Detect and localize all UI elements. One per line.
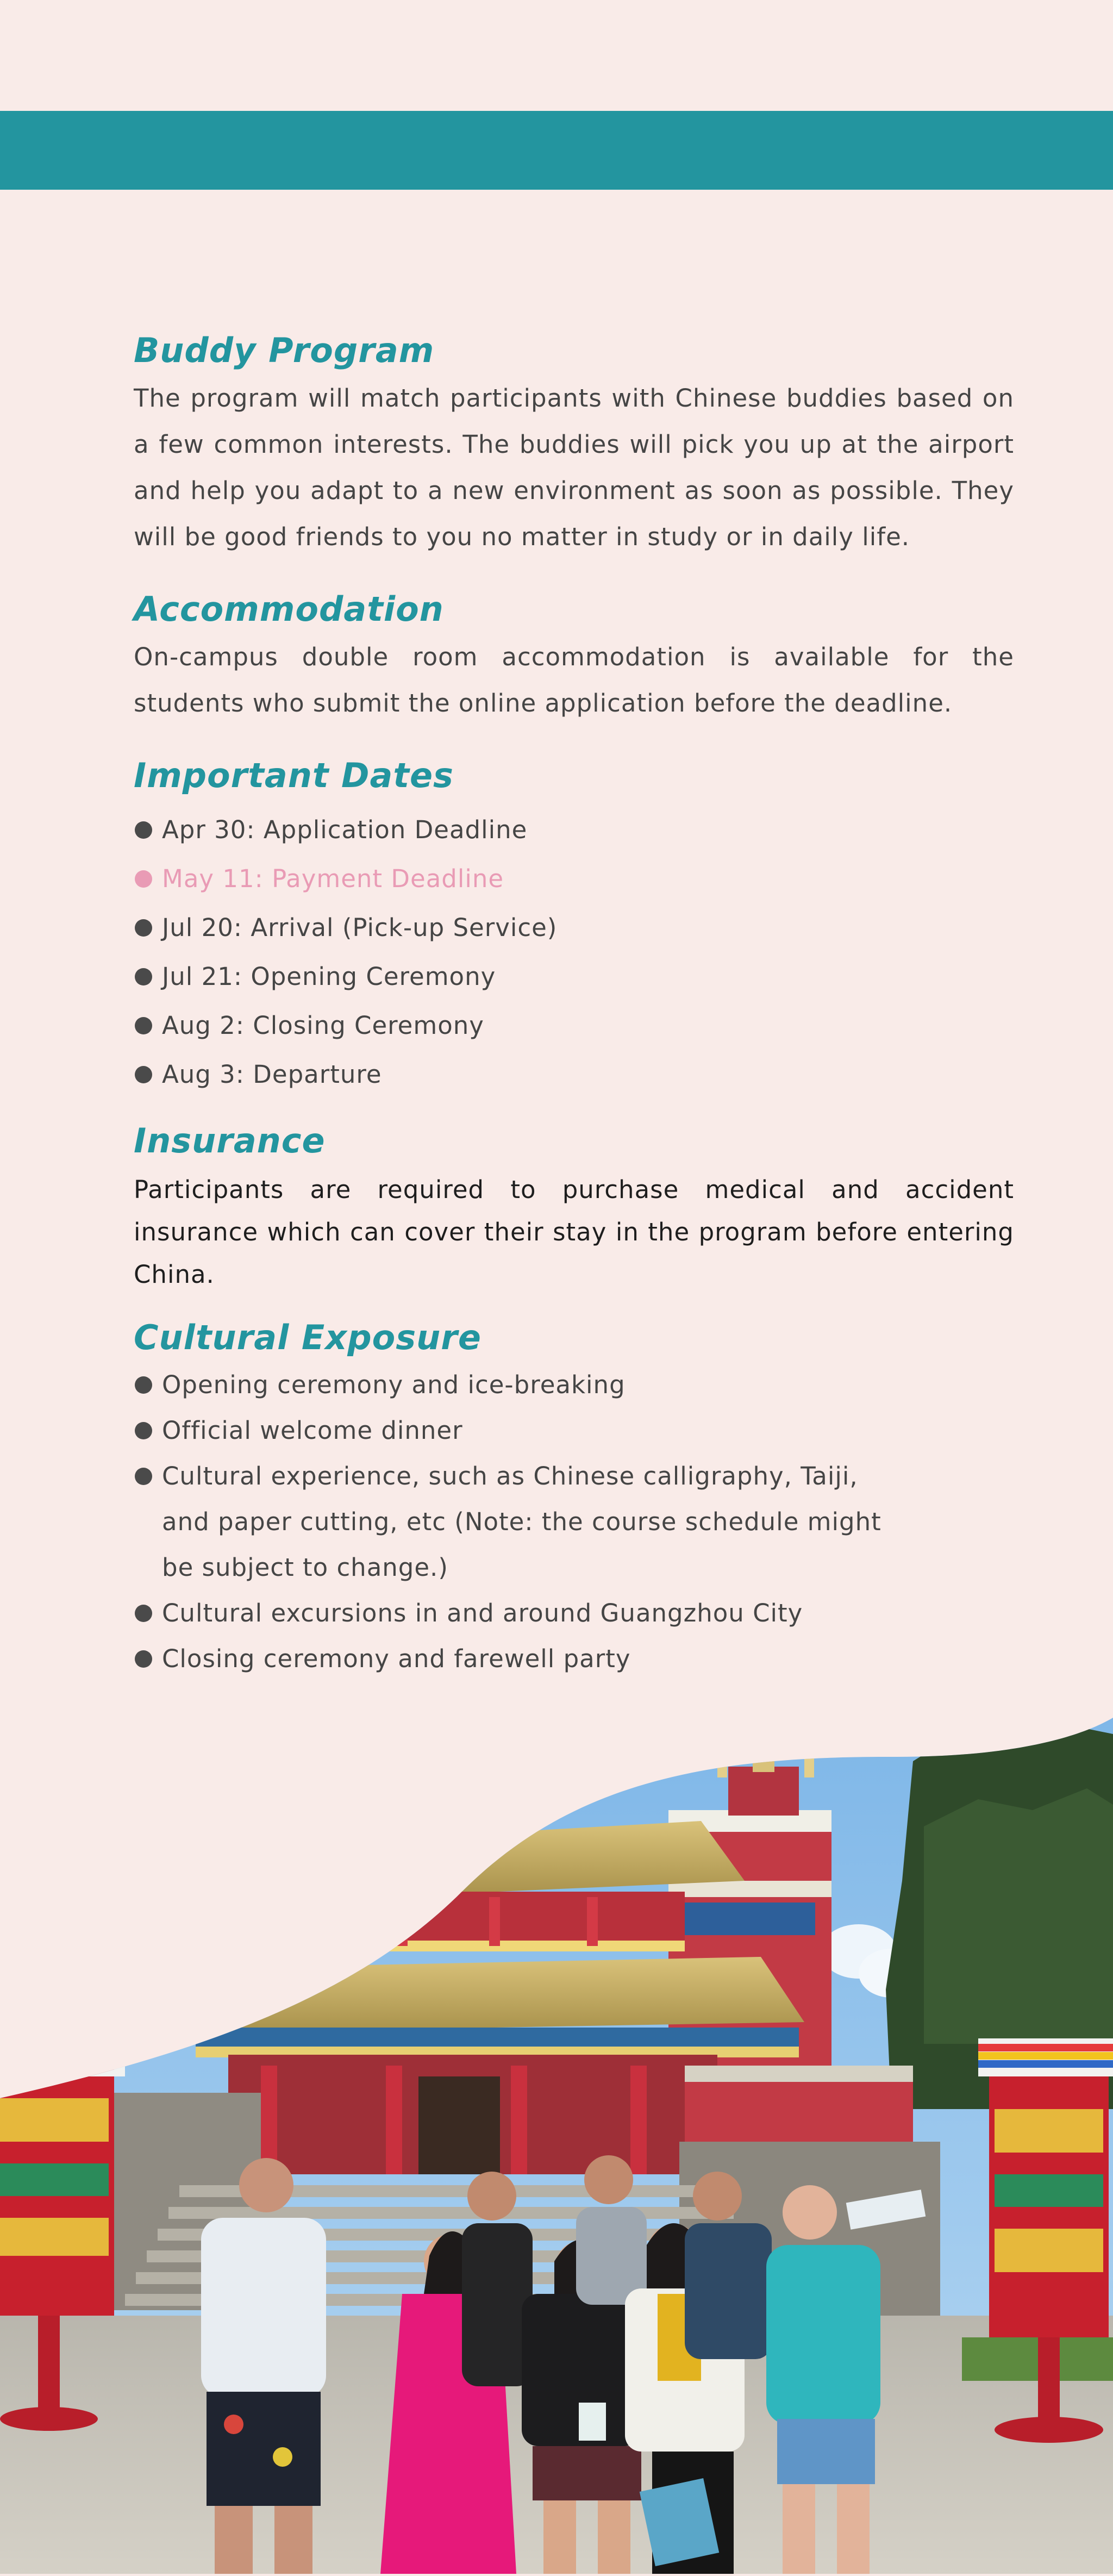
insurance-section [134,1117,1014,1296]
bullet-icon [135,1422,152,1439]
group-photo-temple [0,1718,1113,2574]
date-item-text: Jul 21: Opening Ceremony [162,962,496,991]
date-item-text: Aug 2: Closing Ceremony [162,1011,484,1040]
section-title-insurance: Insurance [134,1121,326,1161]
date-item-text: Apr 30: Application Deadline [162,815,528,844]
date-item [134,1050,1014,1099]
header-band [0,111,1113,190]
bullet-icon [135,821,152,839]
date-item [134,903,1014,952]
accommodation-section [134,585,1014,726]
bullet-icon [135,1650,152,1668]
bullet-icon [135,870,152,888]
cultural-exposure-list [134,1362,1014,1682]
important-dates-list [134,806,1014,1099]
brochure-content [134,326,1014,1682]
bullet-icon [135,1017,152,1034]
date-item [134,1001,1014,1050]
culture-item-text: Cultural excursions in and around Guangzhou City [162,1599,803,1627]
culture-item-text: Official welcome dinner [162,1416,463,1445]
bullet-icon [135,1066,152,1083]
section-title-important-dates: Important Dates [134,756,454,795]
buddy-program-text: The program will match participants with Chinese buddies based on a few common interests. The buddies will pick you up at the airport and help you adapt to a new environment as soon as possible. They will be good friends to you no matter in study or in daily life. [134,384,1014,551]
culture-item [134,1590,1014,1636]
date-item-text: Jul 20: Arrival (Pick-up Service) [162,913,558,942]
cultural-exposure-section [134,1313,1014,1682]
date-item [134,806,1014,854]
important-dates-section [134,751,1014,1099]
date-item-text: May 11: Payment Deadline [162,864,504,893]
bullet-icon [135,1376,152,1394]
temple-photo-illustration [0,1718,1113,2574]
bullet-icon [135,968,152,986]
culture-item [134,1636,1014,1682]
culture-item [134,1362,1014,1408]
section-title-cultural-exposure: Cultural Exposure [134,1318,482,1357]
section-title-accommodation: Accommodation [134,589,444,629]
accommodation-text: On-campus double room accommodation is available for the students who submit the online application before the deadline. [134,643,1014,718]
buddy-program-section [134,326,1014,560]
culture-item-text: Closing ceremony and farewell party [162,1644,631,1673]
culture-item-text: Cultural experience, such as Chinese calligraphy, Taiji, and paper cutting, etc (Note: the course schedule might be subject to change.) [162,1462,881,1582]
culture-item [134,1408,1014,1454]
date-item-text: Aug 3: Departure [162,1060,382,1089]
bullet-icon [135,919,152,937]
culture-item [134,1454,885,1590]
date-item [134,952,1014,1001]
section-title-buddy-program: Buddy Program [134,330,435,370]
culture-item-text: Opening ceremony and ice-breaking [162,1370,626,1399]
insurance-text: Participants are required to purchase medical and accident insurance which can cover their stay in the program before entering China. [134,1175,1014,1289]
bullet-icon [135,1605,152,1622]
bullet-icon [135,1468,152,1485]
date-item-highlighted [134,854,1014,903]
